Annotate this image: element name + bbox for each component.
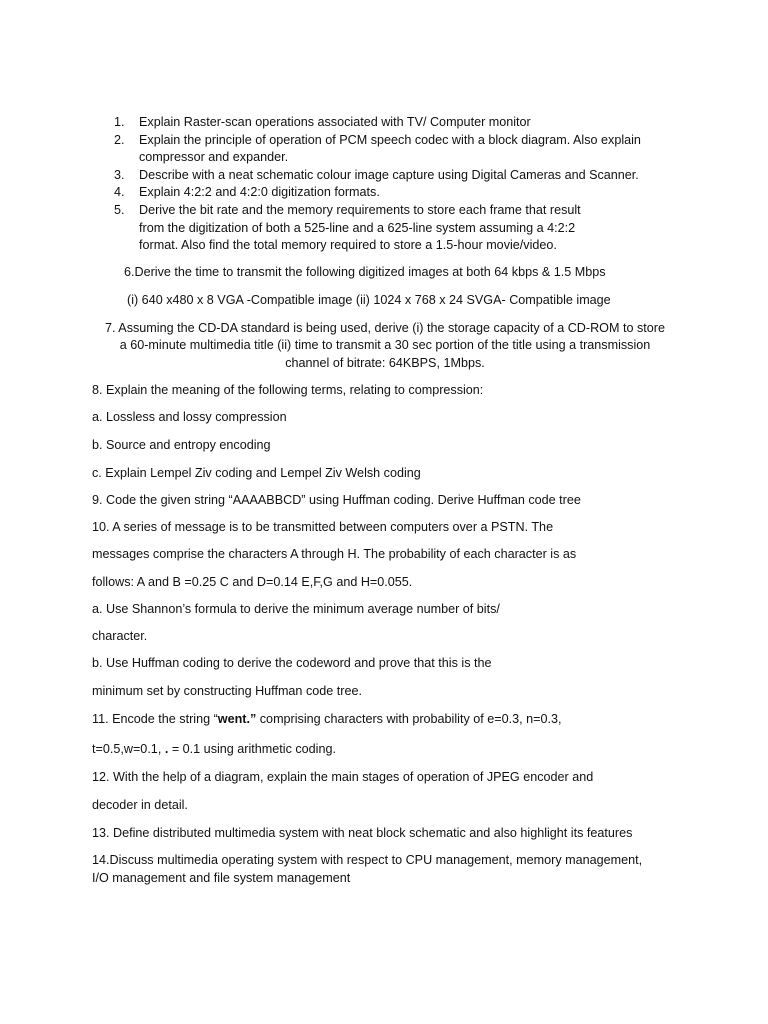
list-number: 4.: [114, 185, 125, 200]
question-8-a: a. Lossless and lossy compression: [92, 410, 287, 424]
question-7-line-3: channel of bitrate: 64KBPS, 1Mbps.: [285, 356, 485, 370]
question-10-b-line-2: minimum set by constructing Huffman code tree.: [92, 684, 362, 698]
question-11-period-symbol: .: [164, 742, 169, 756]
question-8-intro: 8. Explain the meaning of the following terms, relating to compression:: [92, 383, 484, 397]
question-10-a-line-1: a. Use Shannon’s formula to derive the minimum average number of bits/: [92, 602, 500, 616]
question-11-rest: comprising characters with probability of e=0.3, n=0.3,: [256, 712, 562, 726]
list-number: 2.: [114, 132, 125, 147]
question-7-line-1: 7. Assuming the CD-DA standard is being used, derive (i) the storage capacity of a CD-ROM to store: [105, 321, 665, 335]
question-13: 13. Define distributed multimedia system with neat block schematic and also highlight its features: [92, 826, 633, 840]
question-11-line-2: [92, 741, 336, 759]
list-text: Describe with a neat schematic colour image capture using Digital Cameras and Scanner.: [139, 167, 639, 182]
list-number: 5.: [114, 202, 125, 217]
question-14-line-2: I/O management and file system management: [92, 871, 351, 885]
list-item: [114, 184, 674, 202]
question-10-a-line-2: character.: [92, 629, 148, 643]
question-11-line-2-prefix: t=0.5,w=0.1,: [92, 742, 165, 756]
list-item: [114, 114, 674, 132]
question-11-line-2-rest: = 0.1 using arithmetic coding.: [168, 742, 336, 756]
question-10-line-2: messages comprise the characters A through H. The probability of each character is as: [92, 547, 577, 561]
numbered-question-list: [114, 114, 674, 255]
question-12-line-2: decoder in detail.: [92, 798, 188, 812]
question-6-line-1: 6.Derive the time to transmit the following digitized images at both 64 kbps & 1.5 Mbps: [124, 265, 606, 279]
question-10-line-3: follows: A and B =0.25 C and D=0.14 E,F,G and H=0.055.: [92, 575, 413, 589]
question-11-string: went.”: [217, 712, 257, 726]
list-item: [114, 202, 609, 255]
question-10-b-line-1: b. Use Huffman coding to derive the codeword and prove that this is the: [92, 656, 492, 670]
question-6-line-2: (i) 640 x480 x 8 VGA -Compatible image (ii) 1024 x 768 x 24 SVGA- Compatible image: [127, 293, 611, 307]
list-item: [114, 132, 674, 167]
list-number: 3.: [114, 167, 125, 182]
question-11-prefix: 11. Encode the string “: [92, 712, 218, 726]
question-14-line-1: 14.Discuss multimedia operating system with respect to CPU management, memory management,: [92, 853, 643, 867]
list-text: Explain the principle of operation of PCM speech codec with a block diagram. Also explain compressor and expander.: [139, 132, 641, 165]
question-10-line-1: 10. A series of message is to be transmitted between computers over a PSTN. The: [92, 520, 554, 534]
question-12-line-1: 12. With the help of a diagram, explain the main stages of operation of JPEG encoder and: [92, 770, 594, 784]
list-text: Derive the bit rate and the memory requirements to store each frame that result from the digitization of both a 525-line and a 625-line system assuming a 4:2:2 format. Also find the total memory required to store a 1.5-hour movie/video.: [139, 202, 581, 253]
list-item: [114, 167, 674, 185]
question-8-c: c. Explain Lempel Ziv coding and Lempel Ziv Welsh coding: [92, 466, 421, 480]
question-7-line-2: a 60-minute multimedia title (ii) time to transmit a 30 sec portion of the title using a transmission: [119, 338, 651, 352]
list-text: Explain 4:2:2 and 4:2:0 digitization formats.: [139, 185, 380, 200]
list-number: 1.: [114, 115, 125, 129]
question-9: 9. Code the given string “AAAABBCD” using Huffman coding. Derive Huffman code tree: [92, 493, 581, 507]
question-11-line-1: [92, 711, 561, 729]
list-text: Explain Raster-scan operations associated with TV/ Computer monitor: [139, 115, 531, 129]
question-8-b: b. Source and entropy encoding: [92, 438, 271, 452]
